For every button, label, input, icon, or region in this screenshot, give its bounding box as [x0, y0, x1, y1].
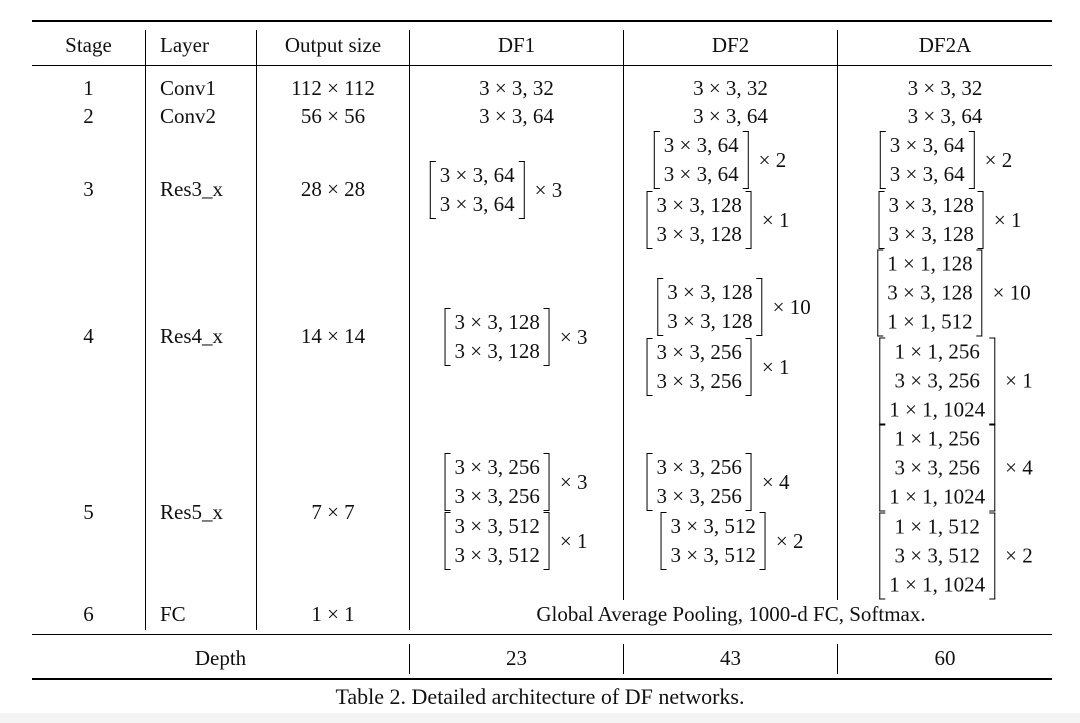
matrix-row: 3 × 3, 256: [656, 484, 742, 508]
bracket-matrix: [647, 453, 752, 511]
matrix-row: 3 × 3, 256: [656, 340, 742, 364]
block-df2-stage5-13: [661, 512, 804, 570]
layer-conv1: Conv1: [160, 75, 217, 100]
matrix-rows: [887, 513, 987, 600]
left-bracket: [879, 425, 885, 512]
bracket-matrix: [879, 191, 984, 249]
matrix-rows: [655, 191, 744, 249]
matrix-row: 3 × 3, 256: [454, 455, 540, 479]
depth-df2: 43: [720, 645, 741, 670]
bottom-rule: [32, 678, 1052, 680]
right-bracket: [978, 191, 984, 249]
stage-2: 2: [83, 103, 94, 128]
right-bracket: [746, 191, 752, 249]
matrix-row: 3 × 3, 128: [887, 280, 973, 305]
matrix-row: 1 × 1, 512: [894, 514, 980, 539]
block-df2a-stage5-15: [879, 513, 1032, 600]
matrix-rows: [887, 338, 987, 425]
repeat-count: × 2: [758, 147, 787, 172]
matrix-row: 1 × 1, 256: [894, 339, 980, 364]
matrix-row: 1 × 1, 1024: [889, 484, 986, 509]
block-df2-stage4-6: [657, 278, 810, 336]
bracket-matrix: [879, 513, 995, 600]
left-bracket: [445, 308, 451, 366]
output-fc: 1 × 1: [311, 601, 355, 626]
table-caption: Table 2. Detailed architecture of DF networks.: [335, 684, 745, 709]
block-df1-stage5-11: [445, 512, 588, 570]
layer-res4: Res4_x: [160, 323, 223, 348]
block-df2-stage4-7: [647, 338, 790, 396]
matrix-row: 3 × 3, 128: [888, 222, 974, 246]
depth-label: Depth: [194, 645, 247, 670]
left-bracket: [445, 453, 451, 511]
matrix-rows: [662, 131, 741, 189]
block-df1-stage5-10: [445, 453, 588, 511]
right-bracket: [757, 278, 763, 336]
matrix-row: 3 × 3, 512: [454, 514, 540, 538]
right-bracket: [989, 338, 995, 425]
fc-description: Global Average Pooling, 1000-d FC, Softmax.: [536, 601, 926, 626]
repeat-count: × 3: [534, 177, 563, 202]
layer-fc: FC: [160, 601, 186, 626]
block-df2-stage5-12: [647, 453, 790, 511]
stage-5: 5: [83, 499, 94, 524]
repeat-count: × 10: [992, 280, 1031, 305]
header-output-size: Output size: [284, 32, 382, 57]
matrix-rows: [453, 453, 542, 511]
matrix-row: 1 × 1, 128: [887, 251, 973, 276]
matrix-row: 3 × 3, 256: [454, 484, 540, 508]
bracket-matrix: [880, 131, 975, 189]
header-layer: Layer: [160, 32, 209, 57]
df2-conv1: 3 × 3, 32: [693, 75, 768, 100]
output-res3: 28 × 28: [300, 176, 366, 201]
right-bracket: [746, 338, 752, 396]
depth-df1: 23: [506, 645, 527, 670]
repeat-count: × 2: [984, 147, 1013, 172]
matrix-row: 1 × 1, 1024: [889, 397, 986, 422]
repeat-count: × 1: [559, 528, 588, 553]
repeat-count: × 2: [1005, 543, 1033, 568]
output-conv1: 112 × 112: [291, 75, 375, 100]
matrix-row: 3 × 3, 128: [656, 193, 742, 217]
output-res4: 14 × 14: [300, 323, 366, 348]
repeat-count: × 1: [993, 207, 1022, 232]
bracket-matrix: [657, 278, 762, 336]
matrix-row: 1 × 1, 512: [887, 309, 973, 334]
stage-1: 1: [83, 75, 94, 100]
left-bracket: [647, 453, 653, 511]
bracket-matrix: [879, 338, 995, 425]
repeat-count: × 1: [1005, 368, 1033, 393]
block-df2a-stage3-4: [879, 191, 1022, 249]
left-bracket: [877, 250, 883, 337]
right-bracket: [519, 161, 525, 219]
matrix-row: 3 × 3, 256: [656, 369, 742, 393]
repeat-count: × 2: [775, 528, 804, 553]
block-df2a-stage4-9: [879, 338, 1032, 425]
df1-conv2: 3 × 3, 64: [479, 103, 554, 128]
left-bracket: [654, 131, 660, 189]
bracket-matrix: [430, 161, 525, 219]
header-df1: DF1: [497, 32, 536, 57]
bracket-matrix: [445, 308, 550, 366]
header-rule: [32, 65, 1052, 66]
df2a-conv2: 3 × 3, 64: [907, 103, 983, 128]
matrix-row: 3 × 3, 512: [454, 543, 540, 567]
header-df2a: DF2A: [918, 32, 972, 57]
matrix-rows: [665, 278, 754, 336]
block-df2a-stage5-14: [879, 425, 1032, 512]
right-bracket: [969, 131, 975, 189]
df2-conv2: 3 × 3, 64: [693, 103, 768, 128]
left-bracket: [657, 278, 663, 336]
block-df1-stage4-5: [445, 308, 588, 366]
bottom-band: [0, 713, 1080, 723]
matrix-rows: [888, 131, 967, 189]
left-bracket: [430, 161, 436, 219]
matrix-row: 3 × 3, 512: [894, 543, 980, 568]
left-bracket: [445, 512, 451, 570]
matrix-rows: [655, 453, 744, 511]
output-conv2: 56 × 56: [300, 103, 366, 128]
left-bracket: [879, 513, 885, 600]
matrix-row: 3 × 3, 512: [670, 514, 756, 538]
depth-df2a: 60: [934, 645, 956, 670]
matrix-rows: [453, 308, 542, 366]
block-df2-stage3-2: [647, 191, 790, 249]
bracket-matrix: [877, 250, 982, 337]
right-bracket: [544, 308, 550, 366]
stage-3: 3: [83, 176, 94, 201]
matrix-rows: [438, 161, 517, 219]
repeat-count: × 3: [559, 469, 588, 494]
right-bracket: [989, 425, 995, 512]
matrix-row: 3 × 3, 128: [888, 193, 974, 217]
matrix-row: 3 × 3, 64: [663, 133, 739, 157]
matrix-row: 3 × 3, 128: [667, 309, 753, 333]
matrix-row: 3 × 3, 128: [454, 339, 540, 363]
matrix-row: 3 × 3, 256: [656, 455, 742, 479]
left-bracket: [879, 338, 885, 425]
top-rule: [32, 20, 1052, 22]
matrix-row: 3 × 3, 128: [667, 280, 753, 304]
bracket-matrix: [647, 191, 752, 249]
matrix-row: 3 × 3, 64: [439, 163, 515, 187]
bracket-matrix: [445, 512, 550, 570]
block-df2-stage3-1: [654, 131, 786, 189]
matrix-rows: [887, 425, 987, 512]
matrix-rows: [885, 250, 974, 337]
layer-res5: Res5_x: [160, 499, 223, 524]
repeat-count: × 10: [772, 294, 811, 319]
right-bracket: [544, 512, 550, 570]
right-bracket: [746, 453, 752, 511]
matrix-row: 3 × 3, 64: [889, 133, 965, 157]
output-res5: 7 × 7: [311, 499, 355, 524]
layer-res3: Res3_x: [160, 176, 223, 201]
matrix-row: 1 × 1, 256: [894, 426, 980, 451]
repeat-count: × 1: [761, 207, 790, 232]
left-bracket: [647, 191, 653, 249]
matrix-row: 3 × 3, 512: [670, 543, 756, 567]
matrix-rows: [655, 338, 744, 396]
repeat-count: × 4: [1005, 455, 1033, 480]
repeat-count: × 3: [559, 324, 588, 349]
bracket-matrix: [647, 338, 752, 396]
left-bracket: [880, 131, 886, 189]
left-bracket: [879, 191, 885, 249]
matrix-row: 3 × 3, 64: [663, 162, 739, 186]
matrix-row: 3 × 3, 256: [894, 368, 980, 393]
bracket-matrix: [654, 131, 749, 189]
bracket-matrix: [879, 425, 995, 512]
matrix-row: 3 × 3, 256: [894, 455, 980, 480]
layer-conv2: Conv2: [160, 103, 217, 128]
stage-6: 6: [83, 601, 94, 626]
repeat-count: × 1: [761, 354, 790, 379]
right-bracket: [760, 512, 766, 570]
df2a-conv1: 3 × 3, 32: [907, 75, 983, 100]
header-df2: DF2: [711, 32, 750, 57]
matrix-rows: [887, 191, 976, 249]
matrix-row: 3 × 3, 128: [656, 222, 742, 246]
block-df1-stage3-0: [430, 161, 562, 219]
matrix-rows: [669, 512, 758, 570]
bracket-matrix: [445, 453, 550, 511]
matrix-row: 1 × 1, 1024: [889, 572, 986, 597]
left-bracket: [647, 338, 653, 396]
right-bracket: [977, 250, 983, 337]
left-bracket: [661, 512, 667, 570]
matrix-row: 3 × 3, 64: [889, 162, 965, 186]
right-bracket: [989, 513, 995, 600]
matrix-row: 3 × 3, 64: [439, 192, 515, 216]
block-df2a-stage3-3: [880, 131, 1012, 189]
bracket-matrix: [661, 512, 766, 570]
matrix-rows: [453, 512, 542, 570]
header-stage: Stage: [65, 32, 112, 57]
repeat-count: × 4: [761, 469, 790, 494]
right-bracket: [544, 453, 550, 511]
stage-4: 4: [83, 323, 94, 348]
right-bracket: [743, 131, 749, 189]
matrix-row: 3 × 3, 128: [454, 310, 540, 334]
df1-conv1: 3 × 3, 32: [479, 75, 554, 100]
fc-rule: [32, 634, 1052, 635]
block-df2a-stage4-8: [877, 250, 1030, 337]
